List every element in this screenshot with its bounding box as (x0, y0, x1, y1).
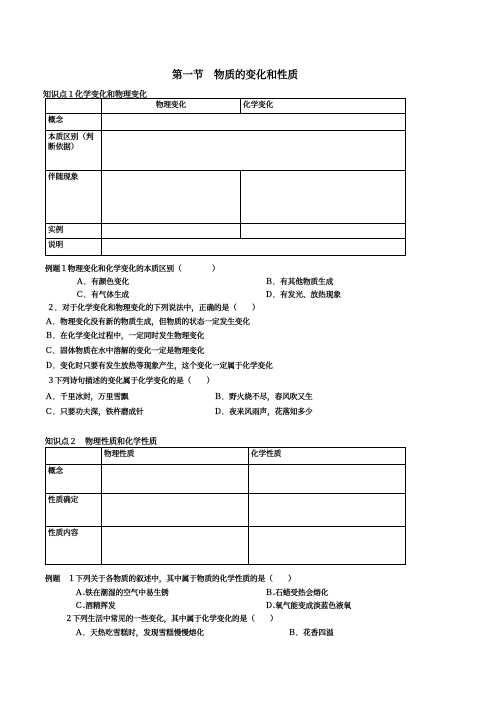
section2-table (45, 447, 406, 565)
header-blank (46, 99, 102, 114)
q3-stem: ３下列诗句描述的变化属于化学变化的是（ ） (47, 376, 215, 385)
cell-phenomena-chemical (241, 171, 406, 224)
row-property-determination: 性质确定 (46, 494, 102, 527)
row-concept: 概念 (46, 114, 102, 131)
q2-option-c: Ｃ．固体物质在水中溶解的变化一定是物理变化 (45, 346, 205, 355)
q5-option-a: Ａ．天热吃雪糕时，发现雪糕慢慢熔化 (75, 628, 205, 637)
cell-examples-physical (102, 224, 241, 239)
q5-stem: ２下列生活中常见的一些变化，其中属于化学变化的是（ ） (65, 614, 278, 623)
q2-stem: ２．对于化学变化和物理变化的下列说法中，正确的是（ ） (47, 303, 260, 312)
header-blank (46, 448, 102, 465)
row-examples: 实例 (46, 224, 102, 239)
q5-option-b: Ｂ．花香四溢 (288, 628, 334, 637)
cell-determination-physical (102, 494, 249, 527)
cell-notes (102, 239, 406, 256)
q2-option-a: Ａ．物理变化没有新的物质生成，但物质的状态一定发生变化 (45, 317, 251, 326)
page-title: 第一节 物质的变化和性质 (172, 69, 298, 81)
cell-concept-chemical (249, 465, 406, 494)
cell-content-chemical (249, 527, 406, 565)
q2-option-b: Ｂ．在化学变化过程中，一定同时发生物理变化 (45, 331, 205, 340)
q1-option-c: Ｃ．有气体生成 (76, 290, 130, 299)
q1-stem: 例题１物理变化和化学变化的本质区别（ ） (45, 264, 220, 273)
cell-essential-difference (102, 131, 406, 171)
q1-option-d: Ｄ．有发光、放热现象 (265, 290, 341, 299)
q3-option-c: Ｃ．只要功夫深，铁杵磨成针 (45, 407, 144, 416)
col-physical-property: 物理性质 (102, 448, 249, 465)
row-notes: 说明 (46, 239, 102, 256)
q3-option-d: Ｄ．夜来风雨声，花落知多少 (214, 407, 313, 416)
q3-option-a: Ａ．千里冰封，万里雪飘 (45, 392, 129, 401)
row-concept: 概念 (46, 465, 102, 494)
cell-content-physical (102, 527, 249, 565)
q4-option-c: Ｃ.酒精挥发 (75, 601, 116, 610)
section1-heading: 知识点１化学变化和物理变化 (43, 89, 147, 99)
q4-option-b: Ｂ.石蜡受热会熔化 (265, 588, 329, 597)
q1-option-b: Ｂ．有其他物质生成 (265, 277, 334, 286)
row-property-content: 性质内容 (46, 527, 102, 565)
section1-table (45, 98, 406, 256)
col-chemical-property: 化学性质 (249, 448, 406, 465)
row-essential-difference: 本质区别（判断依据） (46, 131, 102, 171)
section2-heading: 知识点２ 物理性质和化学性质 (45, 436, 157, 446)
q4-option-a: Ａ.铁在潮湿的空气中易生锈 (75, 588, 169, 597)
q4-stem: 例题 １下列关于各物质的叙述中，其中属于物质的化学性质的是（ ） (45, 574, 296, 583)
col-chemical-change: 化学变化 (241, 99, 406, 114)
cell-examples-chemical (241, 224, 406, 239)
cell-determination-chemical (249, 494, 406, 527)
col-physical-change: 物理变化 (102, 99, 241, 114)
q1-option-a: Ａ．有颜色变化 (76, 277, 130, 286)
cell-concept-physical (102, 465, 249, 494)
q3-option-b: Ｂ．野火烧不尽，春风吹又生 (214, 392, 313, 401)
q2-option-d: Ｄ．变化时只要有发生放热等现象产生，这个变化一定属于化学变化 (45, 361, 273, 370)
q4-option-d: Ｄ.氧气能变成淡蓝色液氧 (265, 601, 352, 610)
row-phenomena: 伴随现象 (46, 171, 102, 224)
cell-phenomena-physical (102, 171, 241, 224)
cell-concept (102, 114, 406, 131)
